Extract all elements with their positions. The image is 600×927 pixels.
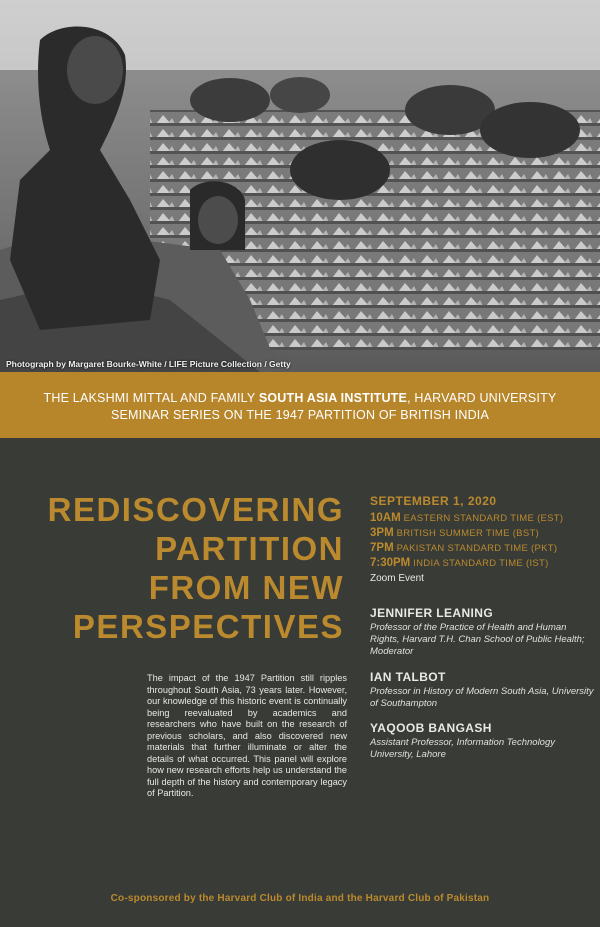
title-line: FROM NEW (148, 569, 344, 606)
time-row (370, 541, 595, 556)
speaker-name: IAN TALBOT (370, 670, 446, 684)
photo-credit: Photograph by Margaret Bourke-White / LIFE Picture Collection / Getty (6, 359, 291, 369)
time-zone: INDIA STANDARD TIME (IST) (413, 558, 549, 569)
time-row (370, 526, 595, 541)
event-format: Zoom Event (370, 573, 424, 584)
cosponsor-footer: Co-sponsored by the Harvard Club of India and the Harvard Club of Pakistan (110, 893, 490, 904)
banner-line-1 (0, 391, 600, 405)
banner-prefix: THE LAKSHMI MITTAL AND FAMILY (43, 391, 259, 405)
speaker-block (370, 606, 595, 658)
time-zone: EASTERN STANDARD TIME (EST) (403, 513, 564, 524)
title-line: REDISCOVERING (47, 491, 344, 528)
speaker-block (370, 670, 595, 710)
speaker-role: Professor in History of Modern South Asia, University of Southampton (370, 686, 594, 709)
banner-institute-name: SOUTH ASIA INSTITUTE (258, 391, 408, 405)
time-value: 7PM (370, 542, 394, 554)
time-value: 3PM (370, 527, 394, 539)
time-value: 10AM (370, 512, 401, 524)
event-date: SEPTEMBER 1, 2020 (370, 494, 497, 508)
event-description: The impact of the 1947 Partition still ripples throughout South Asia, 73 years later. However, our knowledge of this historic event is continually being reevaluated by academics and researchers who have built on the research of previous scholars, and also discovered new materials that further illuminate or alter the details of what occurred. This panel will explore how new research efforts help us understand the full depth of the history and contemporary legacy of Partition. (147, 673, 347, 798)
time-row (370, 511, 595, 526)
time-value: 7:30PM (370, 557, 411, 569)
event-details (370, 494, 595, 584)
title-line: PARTITION (155, 530, 344, 567)
title-line: PERSPECTIVES (72, 608, 344, 645)
speaker-name: JENNIFER LEANING (370, 606, 494, 620)
banner-suffix: , HARVARD UNIVERSITY (407, 391, 557, 405)
speaker-role: Professor of the Practice of Health and Human Rights, Harvard T.H. Chan School of Public Health; Moderator (370, 622, 585, 657)
speaker-role: Assistant Professor, Information Technology University, Lahore (370, 737, 555, 760)
time-row (370, 556, 595, 571)
refugee-camp-photo (0, 0, 600, 372)
time-zone: PAKISTAN STANDARD TIME (PKT) (396, 543, 558, 554)
hero-photograph (0, 0, 600, 372)
seminar-title (48, 490, 344, 646)
banner-line-2: SEMINAR SERIES ON THE 1947 PARTITION OF BRITISH INDIA (110, 408, 490, 422)
institute-banner (0, 372, 600, 438)
speaker-name: YAQOOB BANGASH (370, 721, 492, 735)
time-zone: BRITISH SUMMER TIME (BST) (396, 528, 540, 539)
speaker-block (370, 721, 595, 761)
